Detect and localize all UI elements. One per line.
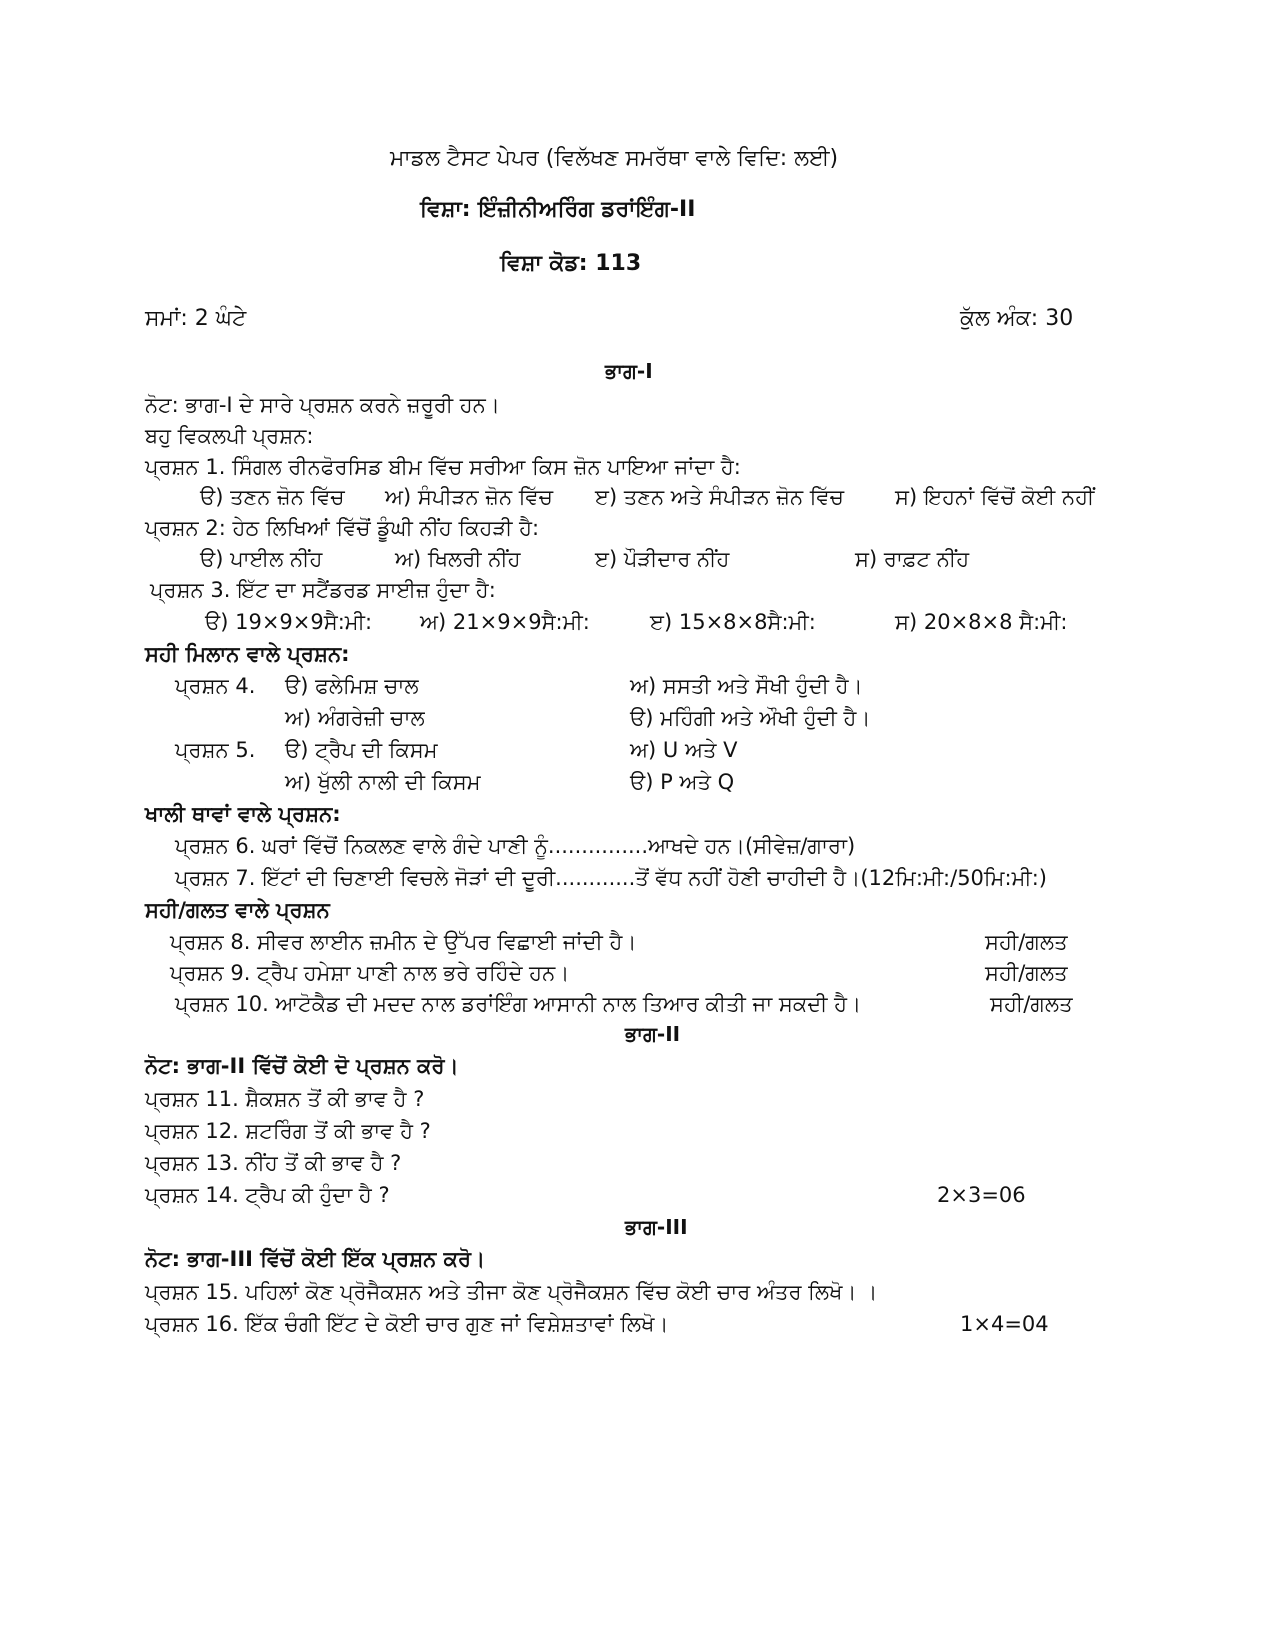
q1-option-d: ਸ) ਇਹਨਾਂ ਵਿੱਚੋਂ ਕੋਈ ਨਹੀਂ <box>895 485 1095 509</box>
question-16: ਪ੍ਰਸ਼ਨ 16. ਇੱਕ ਚੰਗੀ ਇੱਟ ਦੇ ਕੋਈ ਚਾਰ ਗੁਣ ਜਾਂ ਵਿਸ਼ੇਸ਼ਤਾਵਾਂ ਲਿਖੋ। <box>145 1312 669 1336</box>
question-15: ਪ੍ਰਸ਼ਨ 15. ਪਹਿਲਾਂ ਕੋਣ ਪ੍ਰੋਜੈਕਸ਼ਨ ਅਤੇ ਤੀਜਾ ਕੋਣ ਪ੍ਰੋਜੈਕਸ਼ਨ ਵਿੱਚ ਕੋਈ ਚਾਰ ਅੰਤਰ ਲਿਖੋ। । <box>145 1280 878 1304</box>
q2-option-b: ਅ) ਖਿਲਰੀ ਨੀਂਹ <box>395 547 521 571</box>
q4-right-b: ੳ) ਮਹਿੰਗੀ ਅਤੇ ਔਖੀ ਹੁੰਦੀ ਹੈ। <box>630 706 871 730</box>
q3-option-d: ਸ) 20×8×8 ਸੈ:ਮੀ: <box>895 610 1068 634</box>
question-1: ਪ੍ਰਸ਼ਨ 1. ਸਿੰਗਲ ਰੀਨਫੋਰਸਿਡ ਬੀਮ ਵਿੱਚ ਸਰੀਆ ਕਿਸ ਜ਼ੋਨ ਪਾਇਆ ਜਾਂਦਾ ਹੈ: <box>145 455 741 479</box>
question-7: ਪ੍ਰਸ਼ਨ 7. ਇੱਟਾਂ ਦੀ ਚਿਣਾਈ ਵਿਚਲੇ ਜੋੜਾਂ ਦੀ ਦੂਰੀ............ਤੋਂ ਵੱਧ ਨਹੀਂ ਹੋਣੀ ਚਾਹੀਦੀ ਹੈ।(12ਮਿ:ਮੀ:/50ਮਿ:ਮੀ:) <box>175 866 1047 890</box>
paper-title: ਮਾਡਲ ਟੈਸਟ ਪੇਪਰ (ਵਿਲੱਖਣ ਸਮਰੱਥਾ ਵਾਲੇ ਵਿਦਿ: ਲਈ) <box>390 146 839 171</box>
question-2: ਪ੍ਰਸ਼ਨ 2: ਹੇਠ ਲਿਖਿਆਂ ਵਿੱਚੋਂ ਡੂੰਘੀ ਨੀਂਹ ਕਿਹੜੀ ਹੈ: <box>145 516 540 540</box>
question-3: ਪ੍ਰਸ਼ਨ 3. ਇੱਟ ਦਾ ਸਟੈਂਡਰਡ ਸਾਈਜ਼ ਹੁੰਦਾ ਹੈ: <box>150 578 496 602</box>
part1-note: ਨੋਟ: ਭਾਗ-I ਦੇ ਸਾਰੇ ਪ੍ਰਸ਼ਨ ਕਰਨੇ ਜ਼ਰੂਰੀ ਹਨ। <box>145 393 500 417</box>
q9-answer-choice: ਸਹੀ/ਗਲਤ <box>985 961 1068 985</box>
part2-marks: 2×3=06 <box>937 1183 1026 1207</box>
q2-option-c: ੲ) ਪੌੜੀਦਾਰ ਨੀਂਹ <box>595 547 730 571</box>
subject-line: ਵਿਸ਼ਾ: ਇੰਜ਼ੀਨੀਅਰਿੰਗ ਡਰਾਂਇੰਗ-II <box>420 197 696 222</box>
question-6: ਪ੍ਰਸ਼ਨ 6. ਘਰਾਂ ਵਿੱਚੋਂ ਨਿਕਲਣ ਵਾਲੇ ਗੰਦੇ ਪਾਣੀ ਨੂੰ...............ਆਖਦੇ ਹਨ।(ਸੀਵੇਜ਼/ਗਾਰਾ) <box>175 834 856 858</box>
total-marks: ਕੁੱਲ ਅੰਕ: 30 <box>960 306 1074 331</box>
q1-option-a: ੳ) ਤਣਨ ਜ਼ੋਨ ਵਿੱਚ <box>200 485 345 509</box>
q3-option-b: ਅ) 21×9×9ਸੈ:ਮੀ: <box>420 610 590 634</box>
q1-option-b: ਅ) ਸੰਪੀੜਨ ਜ਼ੋਨ ਵਿੱਚ <box>385 485 553 509</box>
question-10: ਪ੍ਰਸ਼ਨ 10. ਆਟੋਕੈਡ ਦੀ ਮਦਦ ਨਾਲ ਡਰਾਂਇੰਗ ਆਸਾਨੀ ਨਾਲ ਤਿਆਰ ਕੀਤੀ ਜਾ ਸਕਦੀ ਹੈ। <box>175 992 862 1016</box>
q5-right-a: ਅ) U ਅਤੇ V <box>630 738 738 762</box>
q4-right-a: ਅ) ਸਸਤੀ ਅਤੇ ਸੌਖੀ ਹੁੰਦੀ ਹੈ। <box>630 674 863 698</box>
q3-option-a: ੳ) 19×9×9ਸੈ:ਮੀ: <box>205 610 373 634</box>
truefalse-heading: ਸਹੀ/ਗਲਤ ਵਾਲੇ ਪ੍ਰਸ਼ਨ <box>145 898 330 922</box>
match-heading: ਸਹੀ ਮਿਲਾਨ ਵਾਲੇ ਪ੍ਰਸ਼ਨ: <box>145 642 350 666</box>
part1-heading: ਭਾਗ-I <box>605 359 653 383</box>
blanks-heading: ਖਾਲੀ ਥਾਵਾਂ ਵਾਲੇ ਪ੍ਰਸ਼ਨ: <box>145 802 341 826</box>
q3-option-c: ੲ) 15×8×8ਸੈ:ਮੀ: <box>650 610 816 634</box>
part3-note: ਨੋਟ: ਭਾਗ-III ਵਿੱਚੋਂ ਕੋਈ ਇੱਕ ਪ੍ਰਸ਼ਨ ਕਰੋ। <box>145 1247 486 1271</box>
q5-left-a: ੳ) ਟ੍ਰੈਪ ਦੀ ਕਿਸਮ <box>285 738 438 762</box>
question-5-label: ਪ੍ਰਸ਼ਨ 5. <box>175 738 256 762</box>
mcq-heading: ਬਹੁ ਵਿਕਲਪੀ ਪ੍ਰਸ਼ਨ: <box>145 424 314 448</box>
subject-code: ਵਿਸ਼ਾ ਕੋਡ: 113 <box>500 251 642 276</box>
q4-left-b: ਅ) ਅੰਗਰੇਜ਼ੀ ਚਾਲ <box>285 706 425 730</box>
part2-note: ਨੋਟ: ਭਾਗ-II ਵਿੱਚੋਂ ਕੋਈ ਦੋ ਪ੍ਰਸ਼ਨ ਕਰੋ। <box>145 1054 459 1078</box>
q2-option-d: ਸ) ਰਾਫ਼ਟ ਨੀਂਹ <box>855 547 970 571</box>
question-8: ਪ੍ਰਸ਼ਨ 8. ਸੀਵਰ ਲਾਈਨ ਜ਼ਮੀਨ ਦੇ ਉੱਪਰ ਵਿਛਾਈ ਜਾਂਦੀ ਹੈ। <box>170 930 637 954</box>
question-4-label: ਪ੍ਰਸ਼ਨ 4. <box>175 674 256 698</box>
q1-option-c: ੲ) ਤਣਨ ਅਤੇ ਸੰਪੀੜਨ ਜ਼ੋਨ ਵਿੱਚ <box>595 485 844 509</box>
part2-heading: ਭਾਗ-II <box>625 1022 681 1046</box>
part3-marks: 1×4=04 <box>960 1312 1049 1336</box>
question-9: ਪ੍ਰਸ਼ਨ 9. ਟ੍ਰੈਪ ਹਮੇਸ਼ਾ ਪਾਣੀ ਨਾਲ ਭਰੇ ਰਹਿੰਦੇ ਹਨ। <box>170 961 570 985</box>
q4-left-a: ੳ) ਫਲੇਮਿਸ਼ ਚਾਲ <box>285 674 419 698</box>
question-11: ਪ੍ਰਸ਼ਨ 11. ਸ਼ੈਕਸ਼ਨ ਤੋਂ ਕੀ ਭਾਵ ਹੈ ? <box>145 1087 425 1111</box>
question-14: ਪ੍ਰਸ਼ਨ 14. ਟ੍ਰੈਪ ਕੀ ਹੁੰਦਾ ਹੈ ? <box>145 1183 390 1207</box>
part3-heading: ਭਾਗ-III <box>625 1215 688 1239</box>
time-allowed: ਸਮਾਂ: 2 ਘੰਟੇ <box>145 306 247 331</box>
q5-left-b: ਅ) ਖੁੱਲੀ ਨਾਲੀ ਦੀ ਕਿਸਮ <box>285 770 481 794</box>
q10-answer-choice: ਸਹੀ/ਗਲਤ <box>990 992 1073 1016</box>
q2-option-a: ੳ) ਪਾਈਲ ਨੀਂਹ <box>200 547 323 571</box>
q8-answer-choice: ਸਹੀ/ਗਲਤ <box>985 930 1068 954</box>
question-12: ਪ੍ਰਸ਼ਨ 12. ਸ਼ਟਰਿੰਗ ਤੋਂ ਕੀ ਭਾਵ ਹੈ ? <box>145 1119 431 1143</box>
q5-right-b: ੳ) P ਅਤੇ Q <box>630 770 735 794</box>
question-13: ਪ੍ਰਸ਼ਨ 13. ਨੀਂਹ ਤੋਂ ਕੀ ਭਾਵ ਹੈ ? <box>145 1151 402 1175</box>
